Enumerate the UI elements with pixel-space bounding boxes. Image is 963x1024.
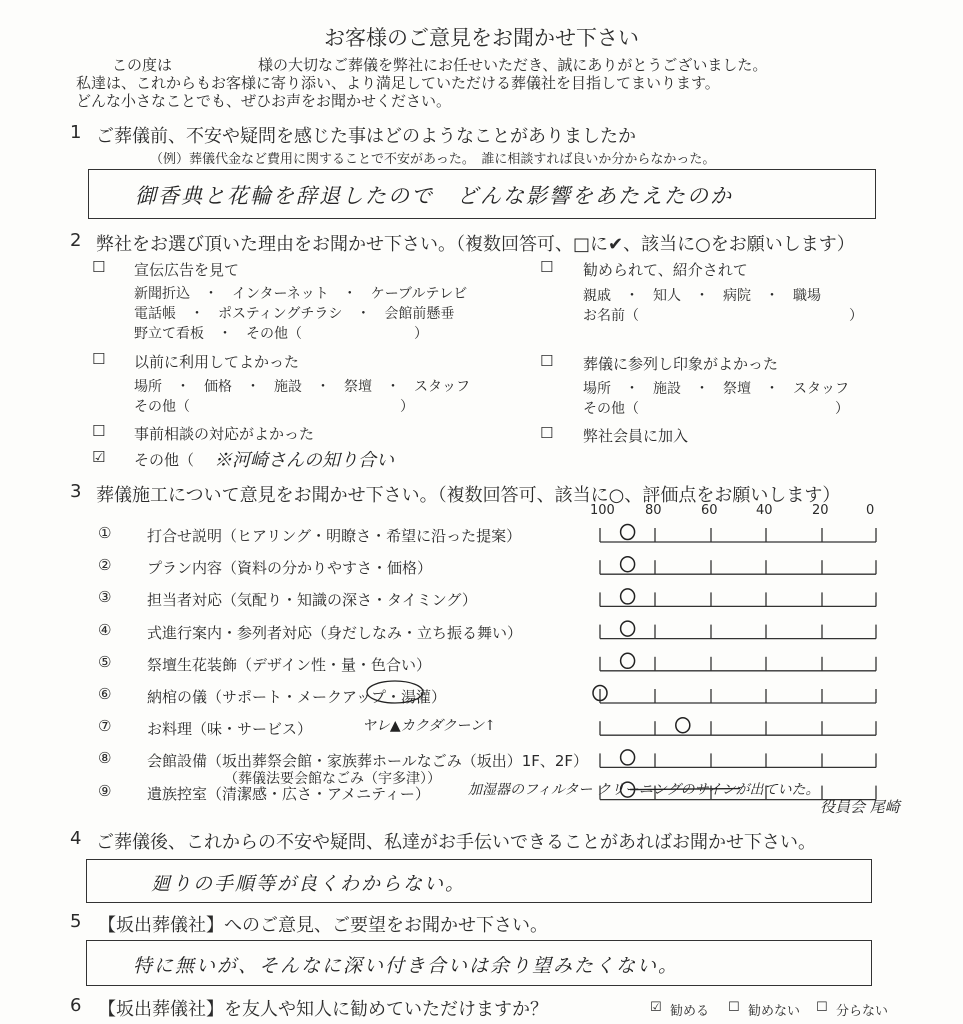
q2-opt2-checkbox[interactable]: ☐ <box>540 258 554 276</box>
q3-item-number: ② <box>98 556 112 575</box>
q2-opt4-line1: 場所 ・ 施設 ・ 祭壇 ・ スタッフ <box>583 381 849 397</box>
q6-question: 【坂出葬儀社】を友人や知人に勧めていただけますか？ <box>98 999 548 1020</box>
q1-example: （例）葬儀代金など費用に関することで不安があった。 誰に相談すれば良いか分からなかった。 <box>150 152 716 167</box>
q3-item-label: プラン内容（資料の分かりやすさ・価格） <box>147 559 433 578</box>
q3-score-mark <box>621 589 635 604</box>
q2-opt2-line2: お名前（ ） <box>583 308 863 324</box>
q3-item-label: 担当者対応（気配り・知識の深さ・タイミング） <box>147 591 477 610</box>
q2-number: 2 <box>70 230 82 251</box>
q2-opt7-checkbox[interactable]: ☑ <box>92 448 106 466</box>
q6-no-checkbox[interactable]: ☐ <box>728 1000 740 1015</box>
q3-item-label: 式進行案内・参列者対応（身だしなみ・立ち振る舞い） <box>147 623 523 642</box>
page-title: お客様のご意見をお聞かせ下さい <box>324 26 639 50</box>
q2-opt2-line1: 親戚 ・ 知人 ・ 病院 ・ 職場 <box>583 288 821 304</box>
q2-opt1-label: 宣伝広告を見て <box>134 261 240 279</box>
q3-score-mark <box>621 653 635 668</box>
q4-question: ご葬儀後、これからの不安や疑問、私達がお手伝いできることがあればお聞かせ下さい。 <box>96 832 816 853</box>
q2-opt3-line2: その他（ ） <box>134 399 414 415</box>
q3-item-number: ③ <box>98 588 112 607</box>
q3-number: 3 <box>70 481 82 502</box>
intro-line1: 様の大切なご葬儀を弊社にお任せいただき、誠にありがとうございました。 <box>258 56 768 74</box>
q3-item-number: ① <box>98 524 112 542</box>
q2-opt7-label: その他（ <box>134 451 195 469</box>
q5-answer: 特に無いが、そんなに深い付き合いは余り望みたくない。 <box>133 955 680 977</box>
q6-unknown-checkbox[interactable]: ☐ <box>816 1000 828 1015</box>
q5-question: 【坂出葬儀社】へのご意見、ご要望をお聞かせ下さい。 <box>98 915 548 936</box>
q2-opt5-label: 事前相談の対応がよかった <box>134 425 315 443</box>
q2-opt6-label: 弊社会員に加入 <box>583 427 689 445</box>
q3-score-mark <box>621 557 635 572</box>
q1-answer: 御香典と花輪を辞退したので どんな影響をあたえたのか <box>135 184 733 208</box>
q2-question: 弊社をお選び頂いた理由をお聞かせ下さい。（複数回答可、□に✔、該当に○をお願いします） <box>96 234 855 255</box>
q3-item9-signature: 役員会 尾崎 <box>820 798 900 816</box>
q3-scale-label: 40 <box>756 503 773 518</box>
q3-scale-label: 80 <box>645 503 662 518</box>
q3-score-mark <box>621 621 635 636</box>
q3-score-mark <box>621 525 635 540</box>
q6-yes-checkbox[interactable]: ☑ <box>650 1000 662 1015</box>
q6-yes-label: 勧める <box>670 1004 710 1019</box>
q2-opt7-answer: ※河崎さんの知り合い <box>214 450 394 471</box>
q1-question: ご葬儀前、不安や疑問を感じた事はどのようなことがありましたか <box>96 126 636 147</box>
intro-line3: どんな小さなことでも、ぜひお声をお聞かせください。 <box>76 92 452 110</box>
q3-item-number: ⑦ <box>98 717 112 736</box>
q1-number: 1 <box>70 122 82 143</box>
q2-opt1-line1: 新聞折込 ・ インターネット ・ ケーブルテレビ <box>134 286 468 302</box>
q3-scale-label: 60 <box>701 503 718 518</box>
q2-opt3-line1: 場所 ・ 価格 ・ 施設 ・ 祭壇 ・ スタッフ <box>134 379 470 395</box>
q3-item-number: ⑥ <box>98 685 112 703</box>
q3-item-label: お料理（味・サービス） <box>147 720 313 739</box>
q3-item9-note: 加湿器のフィルター クリーニングのサインが出ていた。 <box>468 782 820 798</box>
q2-opt4-label: 葬儀に参列し印象がよかった <box>583 355 779 373</box>
q3-score-mark <box>676 718 690 733</box>
q3-score-mark <box>621 750 635 765</box>
q5-number: 5 <box>70 911 82 932</box>
q4-answer-box[interactable] <box>86 859 872 903</box>
q3-item-label: 祭壇生花装飾（デザイン性・量・色合い） <box>147 655 431 674</box>
q3-item-label: 会館設備（坂出葬祭会館・家族葬ホールなごみ（坂出）1F、2F） <box>147 752 589 771</box>
q2-opt3-label: 以前に利用してよかった <box>134 353 300 371</box>
q2-opt2-label: 勧められて、紹介されて <box>583 261 748 279</box>
q2-opt3-checkbox[interactable]: ☐ <box>92 350 106 368</box>
q6-number: 6 <box>70 995 82 1016</box>
q3-question: 葬儀施工について意見をお聞かせ下さい。（複数回答可、該当に○、評価点をお願いします） <box>96 485 841 506</box>
q3-scale-label: 20 <box>812 503 829 518</box>
q2-opt4-checkbox[interactable]: ☐ <box>540 352 554 370</box>
q3-scale-label: 100 <box>590 503 615 518</box>
q2-opt1-line3: 野立て看板 ・ その他（ ） <box>134 326 428 342</box>
q3-item-number: ④ <box>98 620 112 639</box>
q3-item-number: ⑤ <box>98 652 112 671</box>
q3-scale-label: 0 <box>866 503 875 518</box>
intro-line1-prefix: この度は <box>112 56 173 74</box>
q2-opt1-checkbox[interactable]: ☐ <box>92 258 106 276</box>
q2-opt1-line2: 電話帳 ・ ポスティングチラシ ・ 会館前懸垂 <box>134 306 455 322</box>
q2-opt4-line2: その他（ ） <box>583 401 849 417</box>
q6-no-label: 勧めない <box>748 1004 801 1019</box>
q4-answer: 廻りの手順等が良くわからない。 <box>151 873 467 895</box>
intro-line2: 私達は、これからもお客様に寄り添い、より満足していただける葬儀社を目指してまいります。 <box>76 74 720 92</box>
q3-item-number: ⑨ <box>98 781 112 800</box>
q2-opt6-checkbox[interactable]: ☐ <box>540 424 554 442</box>
q3-item7-note: ヤレ▲カクダクーン↑ <box>362 718 496 735</box>
q3-item-number: ⑧ <box>98 749 112 768</box>
q4-number: 4 <box>70 828 82 849</box>
q3-item-label: 遺族控室（清潔感・広さ・アメニティー） <box>147 784 430 803</box>
q3-item-label: 打合せ説明（ヒアリング・明瞭さ・希望に沿った提案） <box>147 527 522 545</box>
q6-unknown-label: 分らない <box>836 1004 889 1019</box>
q2-opt5-checkbox[interactable]: ☐ <box>92 422 106 440</box>
q3-item6-circle-annotation <box>367 681 423 703</box>
q3-item-label: 納棺の儀（サポート・メークアップ・湯灌） <box>147 688 446 706</box>
q5-answer-box[interactable] <box>86 940 872 986</box>
q3-item8-sub: （葬儀法要会館なごみ（宇多津）） <box>224 771 441 787</box>
